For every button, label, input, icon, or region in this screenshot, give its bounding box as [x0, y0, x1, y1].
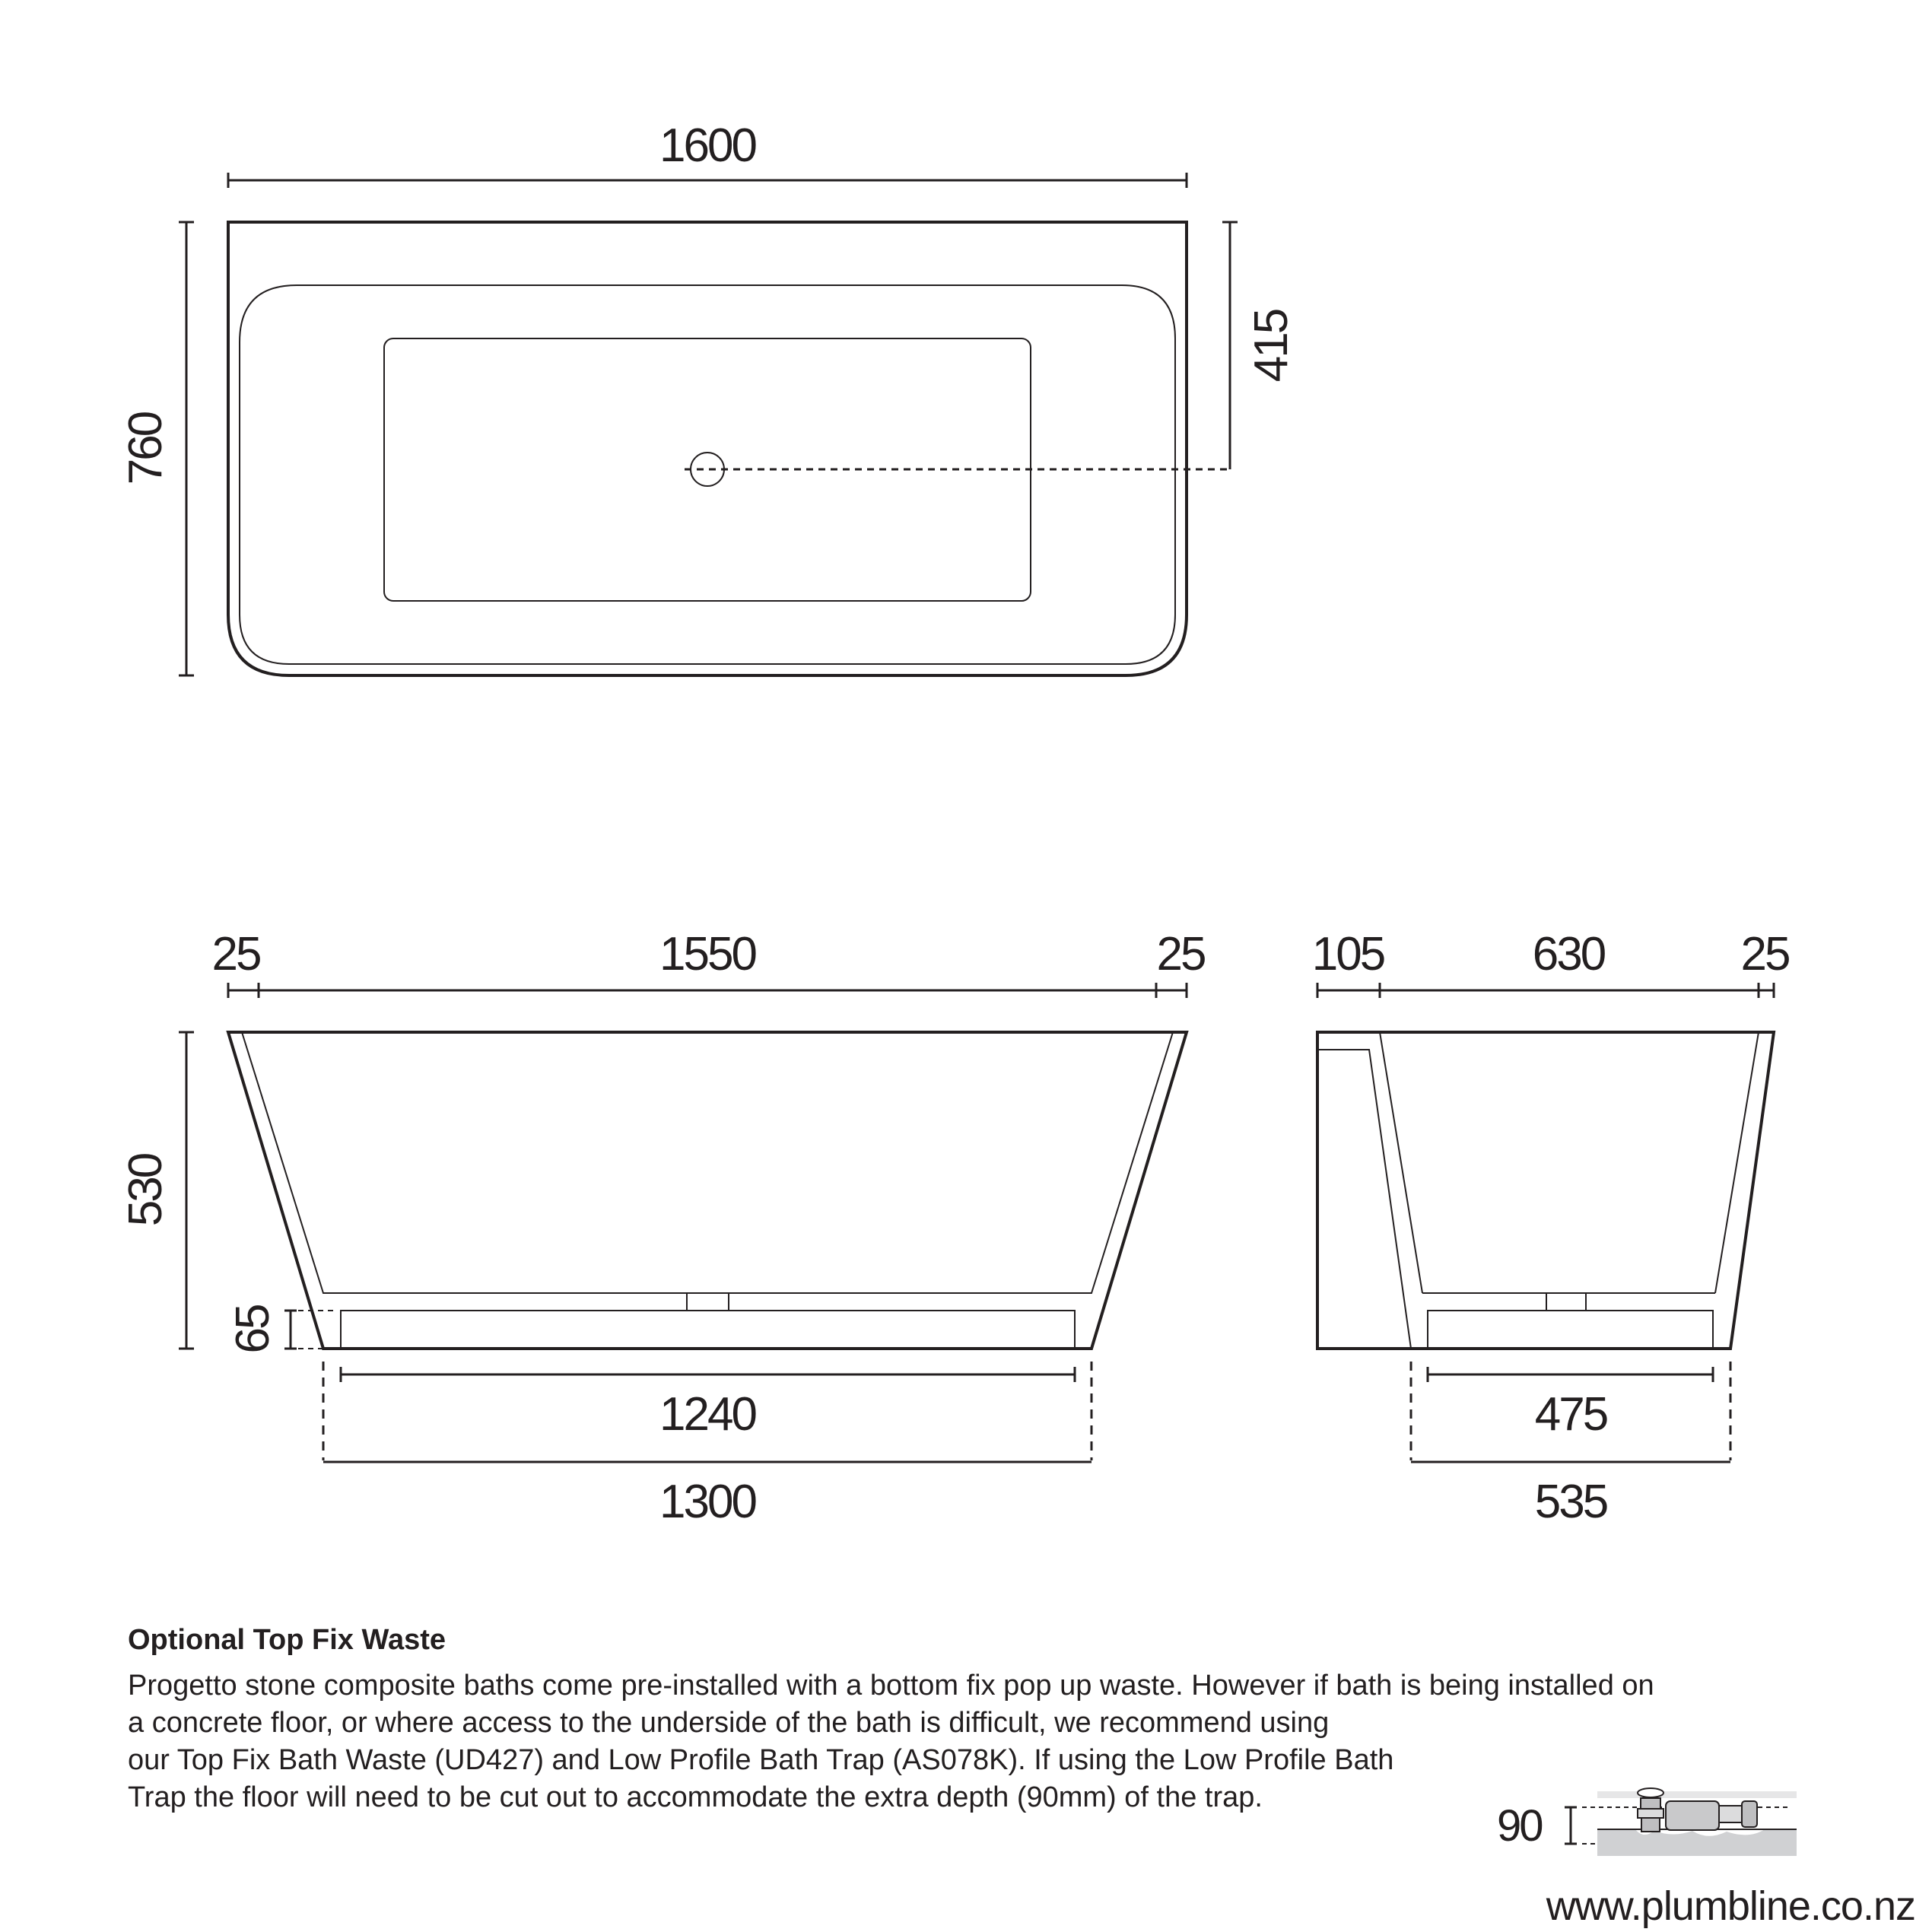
end-plinth: [1428, 1311, 1713, 1349]
end-inner-back-wall: [1380, 1032, 1422, 1293]
note-title: Optional Top Fix Waste: [128, 1624, 446, 1656]
note-line-4: Trap the floor will need to be cut out to accommodate the extra depth (90mm) of the trap.: [128, 1781, 1263, 1813]
trap-waste-tail: [1641, 1818, 1660, 1832]
end-top-width-label: 630: [1532, 928, 1605, 980]
side-outer-base-label: 1300: [659, 1476, 755, 1528]
trap-floor-cutout: [1597, 1829, 1797, 1856]
website-url: www.plumbline.co.nz: [1546, 1883, 1915, 1929]
side-waste-outlet: [687, 1293, 729, 1311]
side-plinth: [341, 1311, 1075, 1349]
end-back-ledge: [1317, 1050, 1411, 1349]
plan-bath-rim: [240, 285, 1175, 664]
side-height-label: 530: [119, 1154, 172, 1227]
side-top-length-label: 1550: [659, 928, 755, 980]
side-right-lip-label: 25: [1156, 928, 1205, 980]
end-view: [1312, 928, 1789, 1528]
trap-depth-label: 90: [1497, 1801, 1542, 1851]
plan-length-label: 1600: [659, 119, 755, 172]
end-waste-outlet: [1546, 1293, 1586, 1311]
end-inner-base-label: 475: [1534, 1388, 1607, 1441]
top-fix-waste-note: [128, 1624, 1801, 1816]
plan-width-label: 760: [119, 412, 172, 485]
end-inner-front-wall: [1715, 1032, 1759, 1293]
end-outer-base-label: 535: [1534, 1476, 1607, 1528]
note-line-2: a concrete floor, or where access to the underside of the bath is difficult, we recommend using: [128, 1707, 1330, 1739]
side-bath-outline: [228, 1032, 1187, 1349]
plinth-height-label: 65: [227, 1305, 279, 1354]
note-line-3: our Top Fix Bath Waste (UD427) and Low Profile Bath Trap (AS078K). If using the Low Profile Bath: [128, 1744, 1394, 1776]
side-left-lip-label: 25: [211, 928, 260, 980]
plan-bath-outline: [228, 222, 1187, 675]
end-front-lip-label: 25: [1740, 928, 1789, 980]
side-bath-inner-wall: [242, 1032, 1173, 1293]
plan-waste-circle: [691, 453, 724, 486]
side-view: [119, 928, 1205, 1528]
end-back-ledge-label: 105: [1311, 928, 1384, 980]
waste-offset-label: 415: [1245, 310, 1298, 383]
side-inner-base-label: 1240: [659, 1388, 755, 1441]
plan-view: [119, 119, 1298, 675]
note-line-1: Progetto stone composite baths come pre-installed with a bottom fix pop up waste. However if bath is being installed on: [128, 1670, 1654, 1702]
